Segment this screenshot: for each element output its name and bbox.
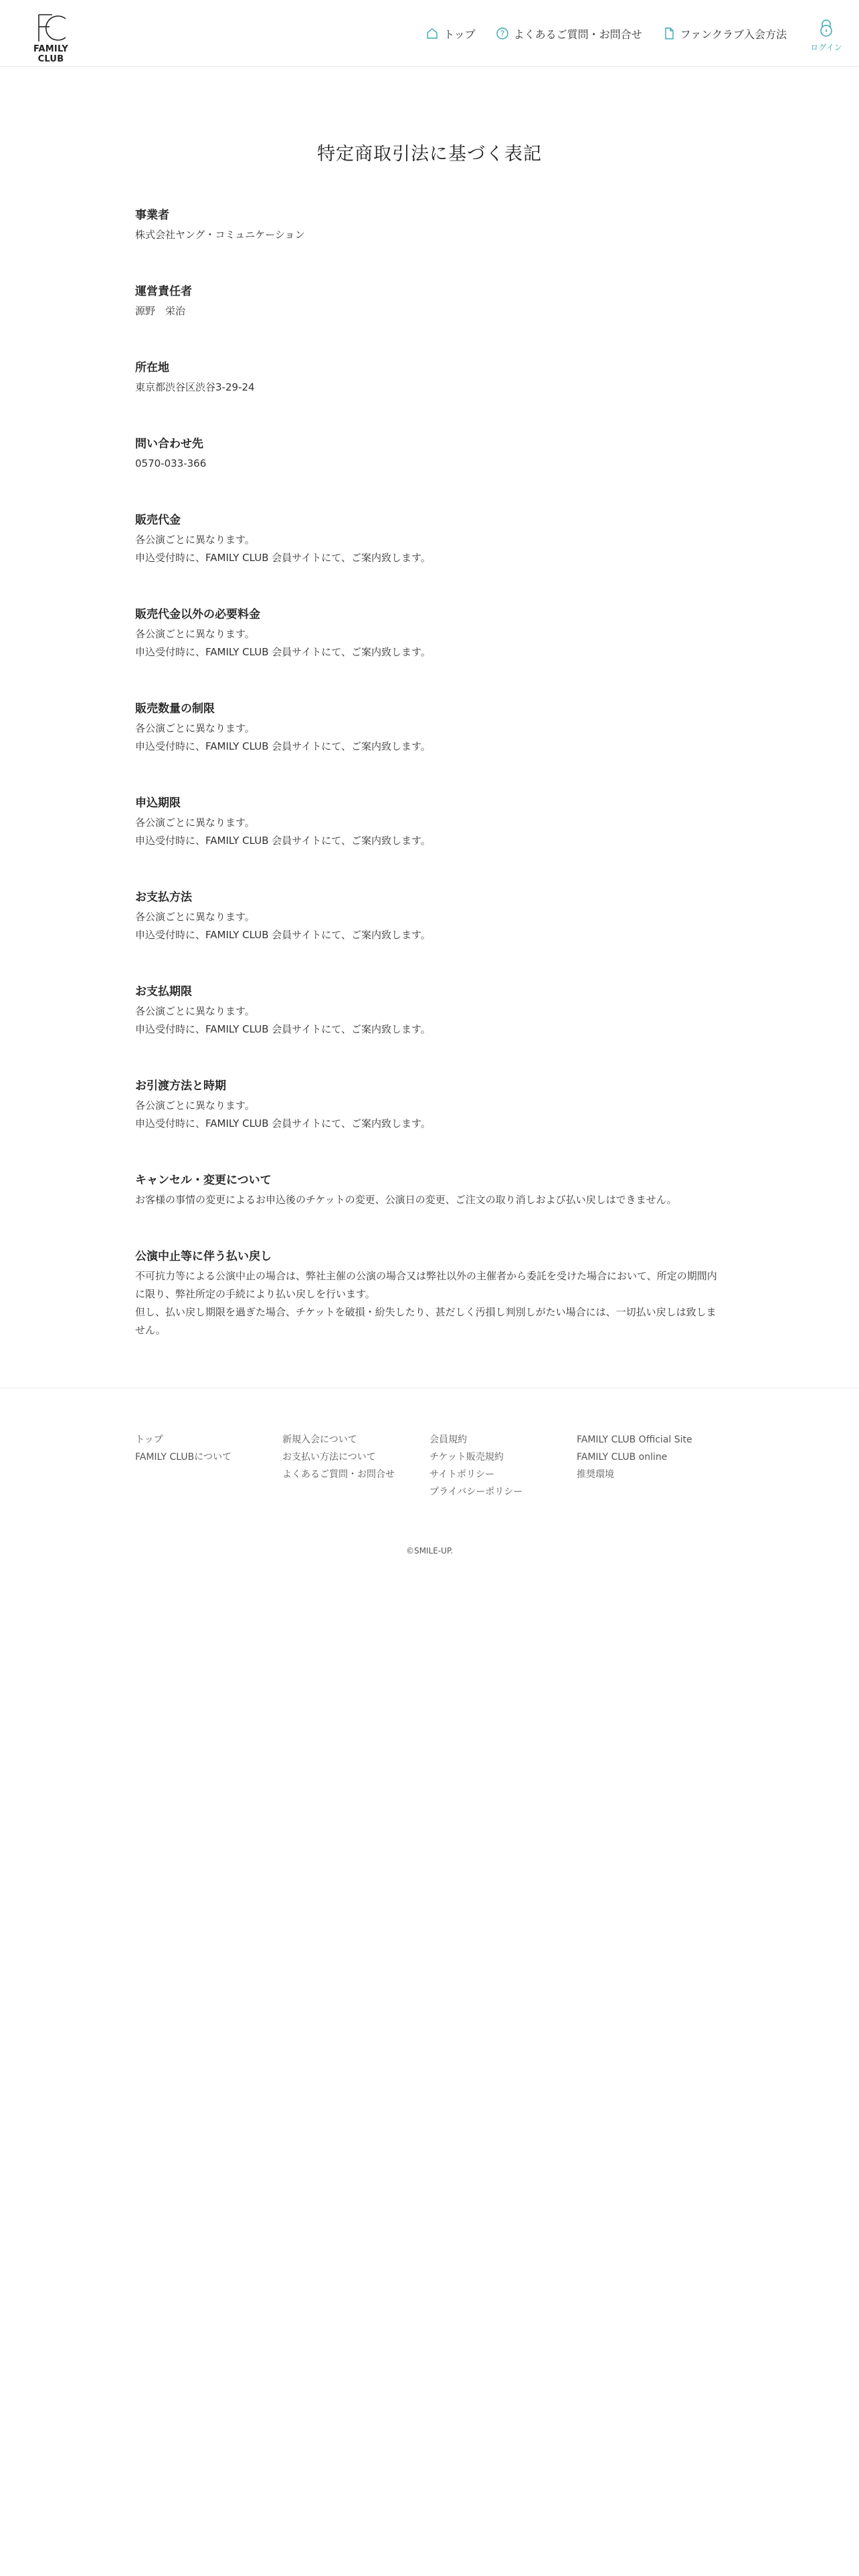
- legal-section: [135, 1247, 724, 1339]
- section-text: 申込受付時に、FAMILY CLUB 会員サイトにて、ご案内致します。: [135, 646, 431, 658]
- nav-top[interactable]: [425, 26, 476, 41]
- section-heading: 事業者: [135, 209, 169, 222]
- legal-section: [135, 282, 724, 320]
- legal-section: [135, 510, 724, 567]
- legal-section: [135, 699, 724, 756]
- legal-section: [135, 358, 724, 397]
- section-heading: 販売代金: [135, 514, 181, 527]
- legal-section: [135, 1170, 724, 1209]
- section-heading: 販売代金以外の必要料金: [135, 608, 260, 621]
- legal-section: [135, 793, 724, 850]
- legal-section: [135, 1076, 724, 1133]
- footer-column: [430, 1431, 577, 1501]
- login-label: ログイン: [810, 43, 842, 52]
- section-text: 不可抗力等による公演中止の場合は、弊社主催の公演の場合又は弊社以外の主催者から委託を受けた場合において、所定の期間内に限り、弊社所定の手続により払い戻しを行います。: [135, 1270, 717, 1300]
- legal-section: [135, 982, 724, 1039]
- main-content: [135, 67, 724, 1339]
- question-icon: [496, 27, 509, 40]
- section-heading: キャンセル・変更について: [135, 1174, 272, 1187]
- nav-join[interactable]: [662, 26, 787, 41]
- section-heading: お支払期限: [135, 985, 192, 998]
- document-icon: [662, 27, 676, 40]
- section-text: 各公演ごとに異なります。: [135, 722, 255, 734]
- section-text: 申込受付時に、FAMILY CLUB 会員サイトにて、ご案内致します。: [135, 1023, 431, 1035]
- section-text: 申込受付時に、FAMILY CLUB 会員サイトにて、ご案内致します。: [135, 740, 431, 752]
- legal-section: [135, 605, 724, 661]
- section-text: 各公演ごとに異なります。: [135, 817, 255, 829]
- footer-links: [135, 1431, 724, 1501]
- footer-column: [577, 1431, 724, 1501]
- global-nav: [425, 24, 787, 43]
- section-heading: お引渡方法と時期: [135, 1079, 226, 1093]
- section-heading: 運営責任者: [135, 285, 192, 298]
- footer-link[interactable]: FAMILY CLUB online: [577, 1452, 668, 1463]
- page-title: 特定商取引法に基づく表記: [317, 144, 542, 165]
- legal-sections: [135, 205, 724, 1339]
- legal-section: [135, 205, 724, 244]
- section-text: 各公演ごとに異なります。: [135, 1099, 255, 1111]
- login-button[interactable]: [809, 19, 843, 53]
- home-icon: [425, 27, 439, 40]
- legal-section: [135, 887, 724, 944]
- section-text: 各公演ごとに異なります。: [135, 534, 255, 546]
- section-text: 各公演ごとに異なります。: [135, 911, 255, 923]
- footer-link[interactable]: よくあるご質問・お問合せ: [282, 1469, 395, 1480]
- footer-column: [282, 1431, 430, 1501]
- fc-logo-mark-icon: [24, 11, 78, 45]
- section-text: 各公演ごとに異なります。: [135, 628, 255, 640]
- family-club-logo[interactable]: [24, 11, 78, 64]
- section-text: 株式会社ヤング・コミュニケーション: [135, 229, 305, 241]
- section-text: 申込受付時に、FAMILY CLUB 会員サイトにて、ご案内致します。: [135, 1117, 431, 1130]
- footer-link[interactable]: サイトポリシー: [430, 1469, 495, 1480]
- site-footer: [0, 1388, 859, 1555]
- logo-text: FAMILY CLUB: [33, 44, 69, 64]
- section-heading: 問い合わせ先: [135, 437, 203, 451]
- footer-link[interactable]: トップ: [135, 1434, 163, 1445]
- nav-faq-label: よくあるご質問・お問合せ: [513, 27, 642, 41]
- footer-link[interactable]: 推奨環境: [577, 1469, 614, 1480]
- footer-link[interactable]: プライバシーポリシー: [430, 1487, 523, 1497]
- copyright: ©SMILE-UP.: [405, 1546, 454, 1555]
- section-heading: 公演中止等に伴う払い戻し: [135, 1250, 272, 1263]
- section-heading: お支払方法: [135, 891, 192, 904]
- section-text: 源野 栄治: [135, 305, 186, 317]
- section-text: 0570-033-366: [135, 457, 207, 469]
- nav-top-label: トップ: [444, 27, 476, 41]
- footer-link[interactable]: FAMILY CLUBについて: [135, 1452, 231, 1463]
- section-heading: 所在地: [135, 361, 169, 374]
- section-text: 申込受付時に、FAMILY CLUB 会員サイトにて、ご案内致します。: [135, 552, 431, 564]
- footer-link[interactable]: お支払い方法について: [282, 1452, 376, 1463]
- footer-link[interactable]: 新規入会について: [282, 1434, 357, 1445]
- section-text: 申込受付時に、FAMILY CLUB 会員サイトにて、ご案内致します。: [135, 835, 431, 847]
- legal-section: [135, 434, 724, 473]
- footer-column: [135, 1431, 282, 1501]
- nav-faq[interactable]: [496, 26, 642, 41]
- section-text: 但し、払い戻し期限を過ぎた場合、チケットを破損・紛失したり、甚だしく汚損し判別しがたい場合には、一切払い戻しは致しません。: [135, 1306, 717, 1336]
- nav-join-label: ファンクラブ入会方法: [680, 27, 787, 41]
- footer-link[interactable]: 会員規約: [430, 1434, 467, 1445]
- section-heading: 販売数量の制限: [135, 702, 215, 716]
- section-heading: 申込期限: [135, 796, 181, 810]
- site-header: [0, 0, 859, 67]
- footer-link[interactable]: チケット販売規約: [430, 1452, 504, 1463]
- svg-text:?: ?: [500, 29, 504, 39]
- footer-link[interactable]: FAMILY CLUB Official Site: [577, 1434, 692, 1445]
- section-text: 申込受付時に、FAMILY CLUB 会員サイトにて、ご案内致します。: [135, 929, 431, 941]
- section-text: 東京都渋谷区渋谷3-29-24: [135, 381, 255, 393]
- section-text: 各公演ごとに異なります。: [135, 1005, 255, 1017]
- lock-icon: [818, 19, 835, 37]
- section-text: お客様の事情の変更によるお申込後のチケットの変更、公演日の変更、ご注文の取り消しおよび払い戻しはできません。: [135, 1194, 677, 1206]
